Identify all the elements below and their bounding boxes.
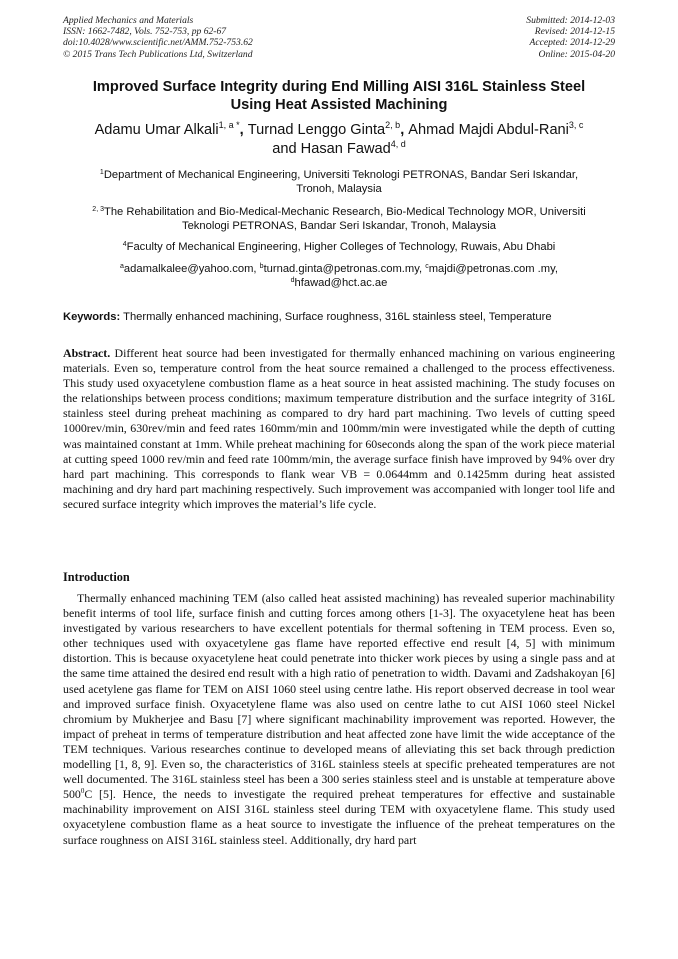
affiliation-marker: 1: [99, 169, 104, 176]
email-address[interactable]: hfawad@hct.ac.ae: [294, 277, 388, 289]
section-heading-introduction: Introduction: [63, 570, 130, 584]
author-name: Hasan Fawad: [300, 141, 391, 157]
submission-dates: [526, 15, 615, 60]
affiliation: [55, 168, 623, 196]
degree-superscript: 0: [80, 787, 85, 796]
keywords-text: Thermally enhanced machining, Surface roughness, 316L stainless steel, Temperature: [120, 311, 552, 323]
author-name: Turnad Lenggo Ginta: [247, 122, 386, 138]
author-emails: [55, 262, 623, 290]
journal-issn: ISSN: 1662-7482, Vols. 752-753, pp 62-67: [63, 26, 227, 38]
email-marker: d: [290, 277, 295, 284]
author-affil-marker: 4, d: [390, 139, 406, 149]
author-conjunction: and: [272, 141, 301, 157]
journal-name: Applied Mechanics and Materials: [63, 15, 194, 26]
abstract-label: Abstract.: [63, 346, 111, 360]
introduction-paragraph: [63, 591, 615, 848]
author-separator: ,: [239, 122, 248, 138]
affiliation-marker: 2, 3: [92, 206, 104, 213]
title-line-1: Improved Surface Integrity during End Milling AISI 316L Stainless Steel: [92, 79, 586, 95]
affiliation-text: Faculty of Mechanical Engineering, Higher Colleges of Technology, Ruwais, Abu Dhabi: [126, 241, 556, 253]
affiliation-text: Tronoh, Malaysia: [296, 183, 382, 195]
abstract: [63, 346, 615, 512]
date-online: Online: 2015-04-20: [538, 48, 615, 60]
date-accepted: Accepted: 2014-12-29: [529, 37, 615, 49]
journal-copyright: © 2015 Trans Tech Publications Ltd, Switzerland: [63, 48, 253, 60]
author-separator: ,: [400, 122, 409, 138]
author-affil-marker: 1, a *: [218, 120, 240, 130]
email-marker: c: [425, 263, 429, 270]
affiliation-text: Teknologi PETRONAS, Bandar Seri Iskandar, Tronoh, Malaysia: [181, 220, 497, 232]
email-marker: a: [120, 263, 124, 270]
date-revised: Revised: 2014-12-15: [534, 26, 615, 38]
introduction-text-cont: C [5]. Hence, the needs to investigate the required preheat temperatures for effective and sustainable machinability improvement on AISI 316L stainless steel during TEM with oxyacetylene flame. This study used oxyacetylene combustion flame as a heat source to investigate the influence of the preheat temperatures on the surface roughness on AISI 316L stainless steel. Additionally, dry hard part: [63, 787, 615, 847]
paper-title: [50, 79, 628, 114]
affiliation: [55, 205, 623, 233]
author-list: [50, 121, 628, 159]
author-name: Ahmad Majdi Abdul-Rani: [408, 122, 569, 138]
keywords: [63, 310, 615, 324]
author-affil-marker: 2, b: [385, 120, 401, 130]
author-affil-marker: 3, c: [568, 120, 584, 130]
email-address[interactable]: adamalkalee@yahoo.com,: [123, 263, 260, 275]
introduction-text: Thermally enhanced machining TEM (also called heat assisted machining) has revealed superior machinability benefit interms of tool life, surface finish and cutting forces among others [1-3]. The oxyacetylene heat has been investigated by various researchers to have excellent potentials for thermal softening in TEM process. Even so, other techniques used with oxyacetylene gas flame have reported effective end result [4, 5] with minimum distortion. This is because oxyacetylene heat could penetrate into thicker work pieces by using a single pass and at the same time attained the desired end result with a high ratio of penetration to width. Davami and Zadshakoyan [6] used acetylene gas flame for TEM on AISI 1060 steel using centre lathe. His report observed decrease in tool wear and improved surface finish. Oxyacetylene flame was also used on centre lathe to cut AISI 1060 steel Nickel chromium by Mukherjee and Basu [7] where significant machinability improvement was reported. However, the impact of preheat in terms of temperature distribution and heat affected zone have limit the wide acceptance of the TEM techniques. Various researches continue to developed means of alleviating this set back through prediction modelling [1, 8, 9]. Even so, the characteristics of 316L stainless steels at specific preheated temperatures are not well documented. The 316L stainless steel has been a 300 series stainless steel and is unstable at temperature above 500: [63, 591, 615, 802]
keywords-label: Keywords:: [63, 311, 121, 323]
email-address[interactable]: majdi@petronas.com .my,: [428, 263, 558, 275]
email-address[interactable]: turnad.ginta@petronas.com.my,: [263, 263, 426, 275]
affiliation-text: The Rehabilitation and Bio-Medical-Mechanic Research, Bio-Medical Technology MOR, Universiti: [103, 206, 586, 218]
journal-info: [63, 15, 253, 60]
title-line-2: Using Heat Assisted Machining: [230, 96, 448, 113]
journal-doi: doi:10.4028/www.scientific.net/AMM.752-753.62: [63, 37, 253, 49]
affiliation: [55, 240, 623, 254]
date-submitted: Submitted: 2014-12-03: [526, 15, 615, 26]
affiliation-text: Department of Mechanical Engineering, Universiti Teknologi PETRONAS, Bandar Seri Iskandar,: [103, 169, 579, 181]
email-marker: b: [259, 263, 264, 270]
abstract-text: Different heat source had been investigated for thermally enhanced machining on various engineering materials. Even so, temperature control from the heat source remained a challenged to the process effectiveness. This study used oxyacetylene combustion flame as a heat source in heat assisted machining. The study focuses on the relationships between process conditions; maximum temperature distribution and the surface integrity of 316L stainless steel during preheat machining as compared to dry hard part machining. Two levels of cutting speed 1000rev/min, 630rev/min and feed rates 160mm/min and 100mm/min were investigated while the depth of cutting was maintained constant at 1mm. While preheat machining for 60seconds along the span of the work piece material at cutting speed 1000 rev/min and feed rate 100mm/min, the average surface finish have improved by 94% over dry hard part machining. This corresponds to flank wear VB = 0.0644mm and 0.1425mm during heat assisted machining and dry hard part machining respectively. Such improvement was accompanied with longer tool life and secured surface integrity which improves the material’s life cycle.: [63, 346, 615, 511]
affiliation-marker: 4: [122, 241, 127, 248]
author-name: Adamu Umar Alkali: [94, 122, 219, 138]
